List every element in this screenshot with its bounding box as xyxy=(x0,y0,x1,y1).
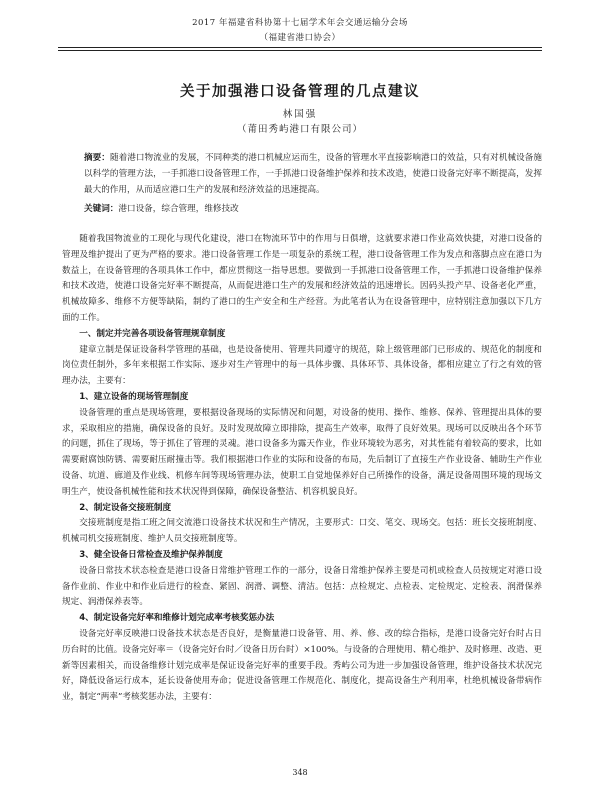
header-line-2: （福建省港口协会） xyxy=(259,33,341,43)
section-paragraph: 设备完好率反映港口设备技术状态是否良好，是衡量港口设备管、用、养、修、改的综合指标，是港口设备完好台时占日历台时的比值。设备完好率＝（设备完好台时／设备日历台时）×100%。与设备的合理使用、精心维护、及时修理、改造、更新等因素相关，而设备维修计划完成率是保证设备完好率的重要手段。秀屿公司为进一步加强设备管理，维护设备技术状况完好，降低设备运行成本，延长设备使用寿命；促进设备管理工作规范化、制度化，提高设备生产利用率，杜绝机械设备带病作业，制定“两率”考核奖惩办法，主要有： xyxy=(62,628,542,703)
abstract-text: 随着港口物流业的发展，不同种类的港口机械应运而生，设备的管理水平直接影响港口的效益，只有对机械设备施以科学的管理方法，一手抓港口设备管理工作，一手抓港口设备维护保养和技术改造，使港口设备完好率不断提高，发挥最大的作用，从而适应港口生产的发展和经济效益的迅速提高。 xyxy=(84,153,542,195)
section-paragraph: 设备管理的重点是现场管理，要根据设备现场的实际情况和问题，对设备的使用、操作、维修、保养、管理提出具体的要求，采取相应的措施，确保设备的良好。及时发现故障立即排除，提高生产效率，取得了良好效果。现场可以反映出各个环节的问题，抓住了现场，等于抓住了管理的灵魂。港口设备多为露天作业，作业环境较为恶劣，对其性能有着较高的要求，比如需要耐腐蚀防锈、需要耐压耐撞击等。我们根据港口作业的实际和设备的布局，先后制订了直接生产作业设备、辅助生产作业设备、坑道、廊道及作业线、机修车间等现场管理办法，使职工自觉地保养好自己所操作的设备，满足设备周围环境的现场文明生产，使设备机械性能和技术状况得到保障，确保设备整洁、机容机貌良好。 xyxy=(62,407,542,497)
section-heading: 3、健全设备日常检查及维护保养制度 xyxy=(79,549,223,560)
section-heading: 4、制定设备完好率和维修计划完成率考核奖惩办法 xyxy=(79,613,275,624)
intro-paragraph: 随着我国物流业的工现化与现代化建设，港口在物流环节中的作用与日俱增，这就要求港口作业高效快捷，对港口设备的管理及维护提出了更为严格的要求。港口设备管理工作是一项复杂的系统工程，港口设备管理工作为发点和落脚点应在港口为数益上，在设备管理的各项具体工作中，都应贯彻这一指导思想。要做到一手抓港口设备管理工作，一手抓港口设备维护保养和技术改造，使港口设备完好率不断提高，从而促进港口生产的发展和经济效益的迅速增长。因码头投产早、设备老化严重，机械故障多、维修不方便等缺陷，制约了港口的生产安全和生产经营。为此笔者认为在设备管理中，应特别注意加强以下几方面的工作。 xyxy=(62,234,542,323)
page-number: 348 xyxy=(292,768,308,777)
keywords-text: 港口设备，综合管理，维修技改 xyxy=(118,204,239,214)
header-rule-top xyxy=(58,47,542,48)
author-name: 林国强 xyxy=(282,109,318,120)
section-heading: 2、制定设备交接班制度 xyxy=(79,502,172,513)
abstract-label: 摘要： xyxy=(84,153,110,163)
section-heading: 1、建立设备的现场管理制度 xyxy=(79,391,189,402)
section-heading: 一、制定并完善各项设备管理规章制度 xyxy=(79,328,226,339)
section-paragraph: 交接班制度是指工班之间交流港口设备技术状况和生产情况，主要形式：口交、笔交、现场交。包括：班长交接班制度、机械司机交接班制度、维护人员交接班制度等。 xyxy=(62,518,542,545)
header-line-1: 2017 年福建省科协第十七届学术年会交通运输分会场 xyxy=(192,18,408,28)
paper-title: 关于加强港口设备管理的几点建议 xyxy=(180,84,420,100)
author-affiliation: （莆田秀屿港口有限公司） xyxy=(236,124,363,135)
section-paragraph: 建章立制是保证设备科学管理的基础，也是设备使用、管理共同遵守的规范，除上级管理部门已形成的、规范化的制度和岗位责任制外，多年来根据工作实际、逐步对生产管理中的每一具体步骤、具体环节、具体设备，都相应建立了行之有效的管理办法，主要有： xyxy=(62,344,542,387)
keywords xyxy=(84,202,542,216)
section-paragraph: 设备日常技术状态检查是港口设备日常维护管理工作的一部分，设备日常维护保养主要是司机或检查人员按规定对港口设备作业前、作业中和作业后进行的检查、紧固、润滑、调整、清洁。包括：点检规定、点检表、定检规定、定检表、润滑保养规定、润滑保养表等。 xyxy=(62,565,542,608)
keywords-label: 关键词： xyxy=(84,204,119,214)
abstract xyxy=(84,150,542,198)
body-text xyxy=(62,232,542,706)
header-rule-bottom xyxy=(58,50,542,51)
